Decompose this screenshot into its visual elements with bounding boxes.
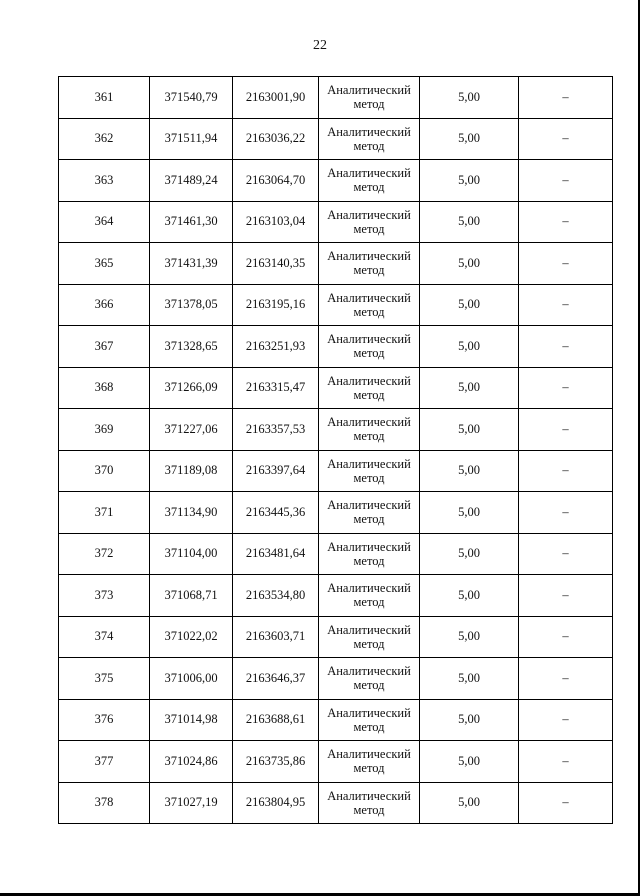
- y-coordinate-cell: 2163195,16: [233, 284, 319, 326]
- method-line-2: метод: [353, 678, 385, 693]
- note-cell: –: [519, 533, 613, 575]
- point-number-cell: 361: [59, 77, 150, 119]
- method-line-1: Аналитический: [327, 207, 411, 222]
- method-line-1: Аналитический: [327, 332, 411, 347]
- y-coordinate-cell: 2163603,71: [233, 616, 319, 658]
- y-coordinate-cell: 2163315,47: [233, 367, 319, 409]
- table-row: [59, 616, 613, 658]
- x-coordinate-cell: 371461,30: [150, 201, 233, 243]
- method-cell: [319, 160, 420, 202]
- method-cell: [319, 243, 420, 285]
- x-coordinate-cell: 371134,90: [150, 492, 233, 534]
- accuracy-cell: 5,00: [420, 450, 519, 492]
- note-cell: –: [519, 243, 613, 285]
- point-number-cell: 371: [59, 492, 150, 534]
- accuracy-cell: 5,00: [420, 77, 519, 119]
- method-cell: [319, 575, 420, 617]
- accuracy-cell: 5,00: [420, 699, 519, 741]
- method-line-2: метод: [353, 802, 385, 817]
- accuracy-cell: 5,00: [420, 741, 519, 783]
- note-cell: –: [519, 741, 613, 783]
- method-line-1: Аналитический: [327, 539, 411, 554]
- method-line-2: метод: [353, 263, 385, 278]
- y-coordinate-cell: 2163064,70: [233, 160, 319, 202]
- x-coordinate-cell: 371266,09: [150, 367, 233, 409]
- method-cell: [319, 201, 420, 243]
- x-coordinate-cell: 371189,08: [150, 450, 233, 492]
- accuracy-cell: 5,00: [420, 492, 519, 534]
- note-cell: –: [519, 450, 613, 492]
- accuracy-cell: 5,00: [420, 160, 519, 202]
- table-row: [59, 118, 613, 160]
- y-coordinate-cell: 2163357,53: [233, 409, 319, 451]
- method-cell: [319, 492, 420, 534]
- method-line-1: Аналитический: [327, 290, 411, 305]
- note-cell: –: [519, 201, 613, 243]
- method-line-1: Аналитический: [327, 249, 411, 264]
- table-row: [59, 77, 613, 119]
- accuracy-cell: 5,00: [420, 658, 519, 700]
- x-coordinate-cell: 371540,79: [150, 77, 233, 119]
- coordinates-table: [58, 76, 613, 824]
- method-line-1: Аналитический: [327, 581, 411, 596]
- point-number-cell: 376: [59, 699, 150, 741]
- method-cell: [319, 782, 420, 824]
- table-row: [59, 575, 613, 617]
- method-cell: [319, 326, 420, 368]
- x-coordinate-cell: 371489,24: [150, 160, 233, 202]
- point-number-cell: 367: [59, 326, 150, 368]
- point-number-cell: 364: [59, 201, 150, 243]
- x-coordinate-cell: 371511,94: [150, 118, 233, 160]
- method-line-2: метод: [353, 97, 385, 112]
- table-row: [59, 409, 613, 451]
- method-line-2: метод: [353, 180, 385, 195]
- note-cell: –: [519, 409, 613, 451]
- method-line-1: Аналитический: [327, 498, 411, 513]
- point-number-cell: 365: [59, 243, 150, 285]
- accuracy-cell: 5,00: [420, 201, 519, 243]
- note-cell: –: [519, 616, 613, 658]
- method-cell: [319, 409, 420, 451]
- note-cell: –: [519, 575, 613, 617]
- method-line-2: метод: [353, 346, 385, 361]
- y-coordinate-cell: 2163001,90: [233, 77, 319, 119]
- method-line-2: метод: [353, 636, 385, 651]
- point-number-cell: 374: [59, 616, 150, 658]
- accuracy-cell: 5,00: [420, 243, 519, 285]
- method-line-2: метод: [353, 553, 385, 568]
- method-line-2: метод: [353, 719, 385, 734]
- table-row: [59, 782, 613, 824]
- table-row: [59, 243, 613, 285]
- note-cell: –: [519, 367, 613, 409]
- y-coordinate-cell: 2163481,64: [233, 533, 319, 575]
- x-coordinate-cell: 371022,02: [150, 616, 233, 658]
- method-cell: [319, 284, 420, 326]
- table-row: [59, 201, 613, 243]
- method-line-2: метод: [353, 387, 385, 402]
- x-coordinate-cell: 371068,71: [150, 575, 233, 617]
- point-number-cell: 373: [59, 575, 150, 617]
- method-line-1: Аналитический: [327, 788, 411, 803]
- method-line-1: Аналитический: [327, 456, 411, 471]
- method-cell: [319, 658, 420, 700]
- method-line-2: метод: [353, 138, 385, 153]
- point-number-cell: 378: [59, 782, 150, 824]
- note-cell: –: [519, 77, 613, 119]
- note-cell: –: [519, 782, 613, 824]
- method-line-2: метод: [353, 221, 385, 236]
- table-row: [59, 450, 613, 492]
- method-line-1: Аналитический: [327, 622, 411, 637]
- method-line-1: Аналитический: [327, 415, 411, 430]
- point-number-cell: 377: [59, 741, 150, 783]
- note-cell: –: [519, 284, 613, 326]
- method-cell: [319, 77, 420, 119]
- point-number-cell: 370: [59, 450, 150, 492]
- point-number-cell: 363: [59, 160, 150, 202]
- x-coordinate-cell: 371024,86: [150, 741, 233, 783]
- table-row: [59, 160, 613, 202]
- y-coordinate-cell: 2163688,61: [233, 699, 319, 741]
- method-cell: [319, 118, 420, 160]
- y-coordinate-cell: 2163036,22: [233, 118, 319, 160]
- accuracy-cell: 5,00: [420, 782, 519, 824]
- point-number-cell: 369: [59, 409, 150, 451]
- point-number-cell: 375: [59, 658, 150, 700]
- table-row: [59, 699, 613, 741]
- y-coordinate-cell: 2163103,04: [233, 201, 319, 243]
- point-number-cell: 372: [59, 533, 150, 575]
- x-coordinate-cell: 371027,19: [150, 782, 233, 824]
- y-coordinate-cell: 2163140,35: [233, 243, 319, 285]
- method-line-2: метод: [353, 761, 385, 776]
- table-row: [59, 492, 613, 534]
- method-cell: [319, 741, 420, 783]
- method-line-2: метод: [353, 512, 385, 527]
- note-cell: –: [519, 160, 613, 202]
- method-line-1: Аналитический: [327, 124, 411, 139]
- y-coordinate-cell: 2163397,64: [233, 450, 319, 492]
- y-coordinate-cell: 2163735,86: [233, 741, 319, 783]
- note-cell: –: [519, 699, 613, 741]
- note-cell: –: [519, 118, 613, 160]
- method-cell: [319, 367, 420, 409]
- table-row: [59, 284, 613, 326]
- x-coordinate-cell: 371227,06: [150, 409, 233, 451]
- x-coordinate-cell: 371328,65: [150, 326, 233, 368]
- method-line-1: Аналитический: [327, 373, 411, 388]
- method-line-1: Аналитический: [327, 166, 411, 181]
- method-line-1: Аналитический: [327, 747, 411, 762]
- x-coordinate-cell: 371104,00: [150, 533, 233, 575]
- table-row: [59, 533, 613, 575]
- accuracy-cell: 5,00: [420, 616, 519, 658]
- y-coordinate-cell: 2163251,93: [233, 326, 319, 368]
- point-number-cell: 362: [59, 118, 150, 160]
- table-row: [59, 741, 613, 783]
- accuracy-cell: 5,00: [420, 118, 519, 160]
- method-line-2: метод: [353, 429, 385, 444]
- method-cell: [319, 533, 420, 575]
- method-line-2: метод: [353, 470, 385, 485]
- method-line-1: Аналитический: [327, 664, 411, 679]
- note-cell: –: [519, 658, 613, 700]
- method-line-1: Аналитический: [327, 705, 411, 720]
- accuracy-cell: 5,00: [420, 367, 519, 409]
- x-coordinate-cell: 371014,98: [150, 699, 233, 741]
- accuracy-cell: 5,00: [420, 575, 519, 617]
- note-cell: –: [519, 492, 613, 534]
- y-coordinate-cell: 2163534,80: [233, 575, 319, 617]
- accuracy-cell: 5,00: [420, 409, 519, 451]
- method-line-2: метод: [353, 595, 385, 610]
- method-cell: [319, 450, 420, 492]
- point-number-cell: 368: [59, 367, 150, 409]
- accuracy-cell: 5,00: [420, 533, 519, 575]
- y-coordinate-cell: 2163445,36: [233, 492, 319, 534]
- accuracy-cell: 5,00: [420, 326, 519, 368]
- y-coordinate-cell: 2163646,37: [233, 658, 319, 700]
- point-number-cell: 366: [59, 284, 150, 326]
- x-coordinate-cell: 371378,05: [150, 284, 233, 326]
- table-row: [59, 367, 613, 409]
- table-row: [59, 658, 613, 700]
- method-line-1: Аналитический: [327, 83, 411, 98]
- x-coordinate-cell: 371431,39: [150, 243, 233, 285]
- method-cell: [319, 699, 420, 741]
- note-cell: –: [519, 326, 613, 368]
- table-row: [59, 326, 613, 368]
- table-body: [59, 77, 613, 824]
- page-number: 22: [313, 38, 327, 53]
- accuracy-cell: 5,00: [420, 284, 519, 326]
- x-coordinate-cell: 371006,00: [150, 658, 233, 700]
- method-line-2: метод: [353, 304, 385, 319]
- method-cell: [319, 616, 420, 658]
- y-coordinate-cell: 2163804,95: [233, 782, 319, 824]
